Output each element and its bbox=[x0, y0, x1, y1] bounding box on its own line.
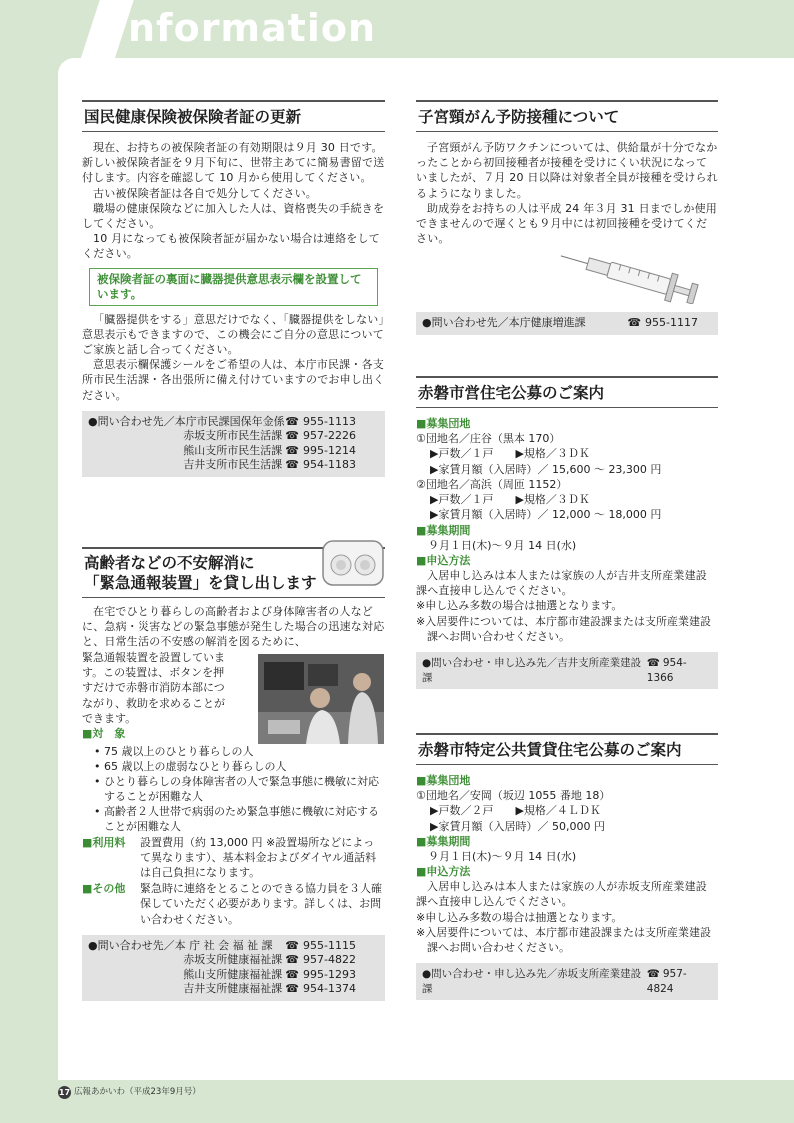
phone-icon: ☎ bbox=[285, 967, 299, 981]
text-line: ▶戸数／２戸 ▶規格／４ＬＤＫ bbox=[430, 804, 601, 818]
text-line: すだけで赤磐市消防本部につ bbox=[82, 681, 225, 695]
list-item: • ひとり暮らしの身体障害者の人で緊急事態に機敏に対応することが困難な人 bbox=[94, 774, 379, 803]
phone-icon: ☎ bbox=[285, 414, 299, 428]
section-municipal-housing bbox=[416, 376, 718, 689]
phone-number: 995-1214 bbox=[303, 443, 356, 457]
other-block bbox=[82, 881, 385, 927]
section-title: 赤磐市特定公共賃貸住宅公募のご案内 bbox=[416, 733, 718, 765]
apply-label: ■申込方法 bbox=[416, 554, 471, 568]
target-label: ■対 象 bbox=[82, 727, 126, 741]
contact-box bbox=[416, 652, 718, 689]
apply-label: ■申込方法 bbox=[416, 865, 471, 879]
text-line: ▶家賃月額（入居時）／ 12,000 ～ 18,000 円 bbox=[430, 508, 662, 522]
contact-office: 熊山支所市民生活課 bbox=[183, 443, 283, 457]
phone-icon: ☎ bbox=[285, 429, 299, 443]
highlight-box: 被保険者証の裏面に臓器提供意思表示欄を設置しています。 bbox=[89, 268, 378, 306]
period-label: ■募集期間 bbox=[416, 834, 471, 848]
contact-box bbox=[82, 935, 385, 1001]
fee-block bbox=[82, 835, 385, 881]
note: ※入居要件については、本庁都市建設課または支所産業建設課へお問い合わせください。 bbox=[416, 614, 711, 643]
contact-label: ●問い合わせ先／本庁健康増進課 bbox=[422, 316, 586, 330]
phone-icon: ☎ bbox=[285, 953, 299, 967]
phone-number: 957-4824 bbox=[646, 968, 687, 995]
phone-number: 955-1113 bbox=[303, 414, 356, 428]
phone-number: 954-1183 bbox=[303, 458, 356, 472]
alarm-device-illustration bbox=[319, 533, 389, 593]
contact-office: 吉井支所健康福祉課 bbox=[183, 982, 283, 996]
paragraph: 10 月になっても被保険者証が届かない場合は連絡をしてください。 bbox=[82, 232, 380, 261]
phone-number: 957-2226 bbox=[303, 429, 356, 443]
contact-row bbox=[422, 656, 712, 685]
text-line: ①団地名／庄谷（黒本 170） bbox=[416, 432, 561, 445]
text-line: ▶戸数／１戸 ▶規格／３ＤＫ bbox=[430, 447, 590, 461]
phone-icon: ☎ bbox=[285, 938, 299, 952]
phone-icon: ☎ bbox=[646, 968, 660, 981]
phone-number: 955-1117 bbox=[645, 316, 698, 330]
phone-icon: ☎ bbox=[646, 657, 660, 670]
contact-row bbox=[88, 968, 379, 983]
contact-row bbox=[88, 953, 379, 968]
text-line: ▶家賃月額（入居時）／ 15,600 ～ 23,300 円 bbox=[430, 462, 662, 476]
paragraph: 意思表示欄保護シールをご希望の人は、本庁市民課・各支所市民生活課・各出張所に備え付けていますのでお申し出ください。 bbox=[82, 358, 385, 402]
period-text: ９月１日(木)～９月 14 日(水) bbox=[428, 849, 577, 863]
contact-row bbox=[88, 429, 379, 444]
section-title: 子宮頸がん予防接種について bbox=[416, 100, 718, 132]
publication-name: 広報あかいわ（平成23年9月号） bbox=[74, 1087, 201, 1097]
section-health-insurance bbox=[82, 100, 385, 477]
contact-box bbox=[82, 411, 385, 477]
text-line: す。この装置は、ボタンを押 bbox=[82, 665, 225, 679]
list-item: • 65 歳以上の虚弱なひとり暮らしの人 bbox=[94, 759, 287, 773]
paragraph: 入居申し込みは本人または家族の人が赤坂支所産業建設課へ直接申し込んでください。 bbox=[416, 880, 707, 909]
text-line: ながり、救助を求めることが bbox=[82, 696, 225, 710]
phone-number: 954-1374 bbox=[303, 982, 356, 996]
photo-operator bbox=[258, 654, 384, 744]
contact-office: 赤坂支所健康福祉課 bbox=[183, 953, 283, 967]
text-line: 緊急通報装置を設置していま bbox=[82, 650, 225, 664]
contact-box bbox=[416, 312, 718, 335]
contact-row bbox=[88, 415, 379, 430]
list-item: • 高齢者２人世帯で病弱のため緊急事態に機敏に対応することが困難な人 bbox=[94, 804, 379, 833]
paragraph bbox=[82, 650, 254, 744]
section-special-housing bbox=[416, 733, 718, 1000]
fee-text: 設置費用（約 13,000 円 ※設置場所などによって異なります）、基本料金およびダイヤル通話料は自己負担になります。 bbox=[140, 835, 377, 880]
contact-label: ●問い合わせ・申し込み先／赤坂支所産業建設課 bbox=[422, 968, 642, 995]
phone-number: 995-1293 bbox=[303, 967, 356, 981]
text-line: ①団地名／安岡（坂辺 1055 番地 18） bbox=[416, 789, 611, 802]
text-line: ▶戸数／１戸 ▶規格／３ＤＫ bbox=[430, 493, 590, 507]
note: ※申し込み多数の場合は抽選となります。 bbox=[416, 910, 623, 924]
contact-row bbox=[422, 316, 712, 331]
note: ※申し込み多数の場合は抽選となります。 bbox=[416, 599, 623, 613]
section-cervical-vaccine bbox=[416, 100, 718, 335]
period-label: ■募集期間 bbox=[416, 523, 471, 537]
contact-office: 吉井支所市民生活課 bbox=[183, 458, 283, 472]
title-line: 高齢者などの不安解消に bbox=[84, 554, 255, 572]
paragraph: 入居申し込みは本人または家族の人が吉井支所産業建設課へ直接申し込んでください。 bbox=[416, 569, 707, 598]
title-line: 「緊急通報装置」を貸し出します bbox=[84, 574, 317, 592]
contact-label: ●問い合わせ先／本 庁 社 会 福 祉 課 bbox=[88, 938, 273, 952]
phone-icon: ☎ bbox=[285, 458, 299, 472]
other-label: ■その他 bbox=[82, 882, 126, 896]
phone-number: 955-1115 bbox=[303, 938, 356, 952]
phone-number: 957-4822 bbox=[303, 953, 356, 967]
contact-row bbox=[422, 967, 712, 996]
syringe-illustration bbox=[556, 248, 706, 304]
phone-number: 954-1366 bbox=[646, 657, 687, 684]
contact-box bbox=[416, 963, 718, 1000]
paragraph: 現在、お持ちの被保険者証の有効期限は９月 30 日です。新しい被保険者証を９月下旬に、世帯主あてに簡易書留で送付します。内容を確認して 10 月から使用してください。 bbox=[82, 141, 385, 185]
phone-icon: ☎ bbox=[285, 982, 299, 996]
text-line: ②団地名／高浜（周匝 1152） bbox=[416, 477, 568, 491]
banner-slash bbox=[80, 0, 133, 60]
other-text: 緊急時に連絡をとることのできる協力員を３人確保していただく必要があります。詳しくは、お問い合わせください。 bbox=[140, 882, 382, 926]
fee-label: ■利用料 bbox=[82, 835, 126, 849]
section-title: 赤磐市営住宅公募のご案内 bbox=[416, 376, 718, 408]
paragraph: 職場の健康保険などに加入した人は、資格喪失の手続きをしてください。 bbox=[82, 201, 385, 231]
phone-icon: ☎ bbox=[285, 443, 299, 457]
area-label: ■募集団地 bbox=[416, 774, 471, 787]
note: ※入居要件については、本庁都市建設課または支所産業建設課へお問い合わせください。 bbox=[416, 925, 711, 955]
contact-row bbox=[88, 444, 379, 459]
section-emergency bbox=[82, 547, 385, 1001]
paragraph: 在宅でひとり暮らしの高齢者および身体障害者の人などに、急病・災害などの緊急事態が発生した場合の迅速な対応と、日常生活の不安感の解消を図るために、 bbox=[82, 605, 385, 649]
contact-label: ●問い合わせ・申し込み先／吉井支所産業建設課 bbox=[422, 657, 642, 684]
paragraph: 助成券をお持ちの人は平成 24 年３月 31 日までしか使用できませんので遅くとも９月中には初回接種を受けてください。 bbox=[416, 201, 717, 246]
section-title: 国民健康保険被保険者証の更新 bbox=[82, 100, 385, 132]
contact-row bbox=[88, 939, 379, 954]
list-item: • 75 歳以上のひとり暮らしの人 bbox=[94, 744, 254, 758]
contact-row bbox=[88, 982, 379, 997]
contact-office: 熊山支所健康福祉課 bbox=[183, 967, 283, 981]
paragraph: 古い被保険者証は各自で処分してください。 bbox=[93, 186, 317, 200]
area-label: ■募集団地 bbox=[416, 417, 471, 430]
paragraph: 「臓器提供をする」意思だけでなく、「臓器提供をしない」意思表示もできますので、この機会にご自分の意思についてご家族と話し合ってください。 bbox=[82, 312, 385, 357]
page-title: nformation bbox=[128, 6, 377, 50]
text-line: できます。 bbox=[82, 711, 137, 725]
contact-office: 赤坂支所市民生活課 bbox=[183, 429, 283, 443]
page-number: 17 bbox=[58, 1088, 71, 1097]
text-line: ▶家賃月額（入居時）／ 50,000 円 bbox=[430, 819, 605, 833]
contact-row bbox=[88, 458, 379, 473]
paragraph: 子宮頸がん予防ワクチンについては、供給量が十分でなかったことから初回接種者が接種を受けにくい状況になっていましたが、７月 20 日以降は対象者全員が接種を受けられるようになりました。 bbox=[416, 141, 718, 200]
phone-icon: ☎ bbox=[627, 316, 642, 330]
section-title bbox=[82, 547, 385, 598]
period-text: ９月１日(木)～９月 14 日(水) bbox=[428, 538, 577, 552]
contact-label: ●問い合わせ先／本庁市民課国保年金係 bbox=[88, 414, 285, 428]
